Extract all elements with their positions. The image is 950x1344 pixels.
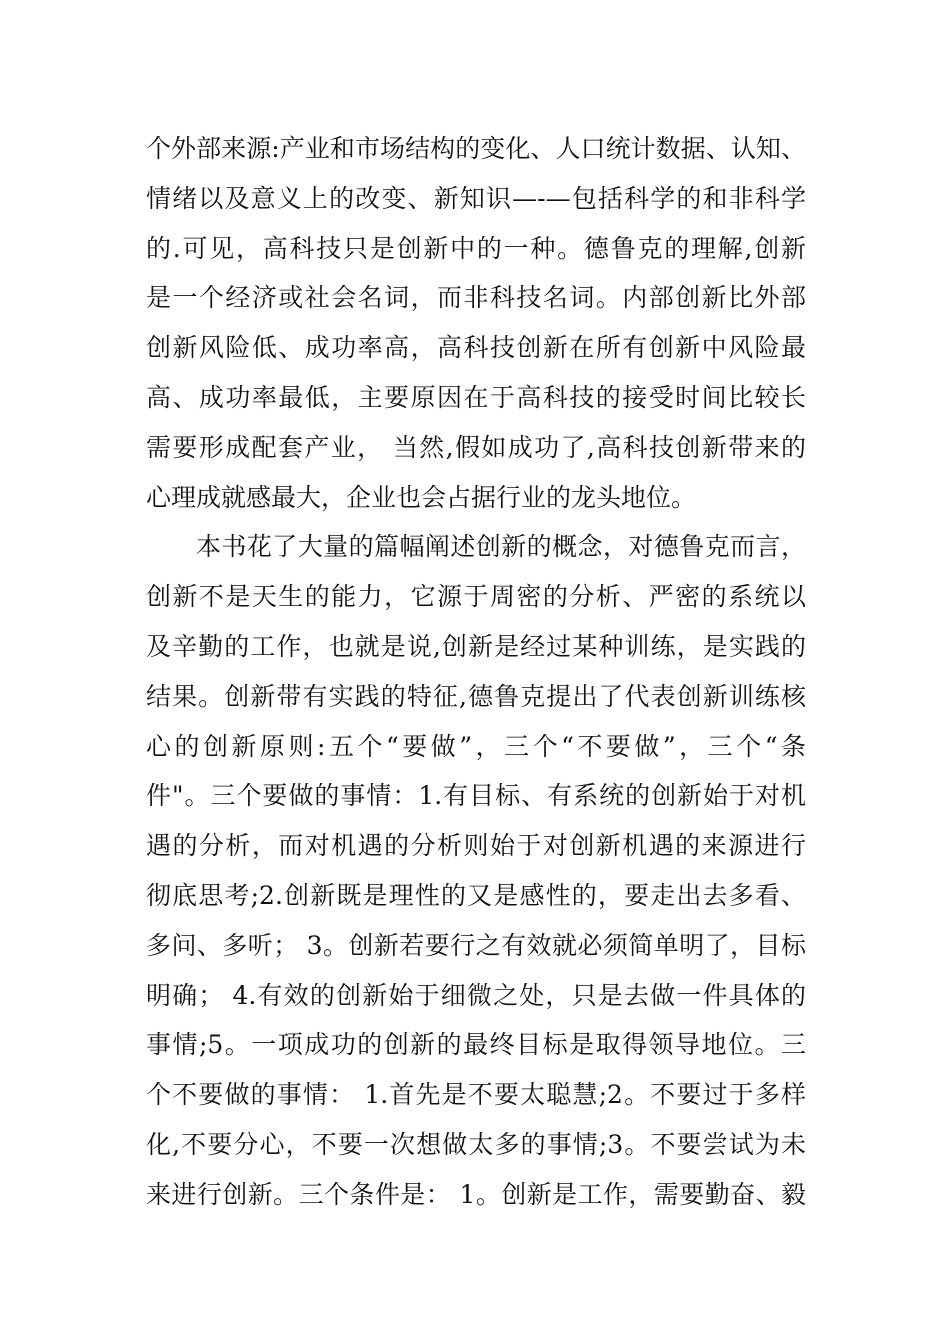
text-line: 明确； 4.有效的创新始于细微之处，只是去做一件具体的 (146, 980, 806, 1010)
text-line: 结果。创新带有实践的特征,德鲁克提出了代表创新训练核 (146, 681, 806, 711)
text-line: 件"。三个要做的事情：1.有目标、有系统的创新始于对机 (146, 781, 806, 811)
text-line: 及辛勤的工作，也就是说,创新是经过某种训练，是实践的 (146, 631, 806, 661)
text-line: 心的创新原则:五个“要做”，三个“不要做”，三个“条 (146, 731, 806, 761)
body-text (146, 124, 806, 1220)
text-line: 创新不是天生的能力，它源于周密的分析、严密的系统以 (146, 582, 806, 612)
text-line: 情绪以及意义上的改变、新知识—-—包括科学的和非科学 (146, 183, 806, 213)
text-line: 需要形成配套产业， 当然,假如成功了,高科技创新带来的 (146, 432, 806, 462)
text-line: 多问、多听； 3。创新若要行之有效就必须简单明了，目标 (146, 930, 806, 960)
text-line: 化,不要分心，不要一次想做太多的事情;3。不要尝试为未 (146, 1129, 806, 1159)
text-line: 创新风险低、成功率高，高科技创新在所有创新中风险最 (146, 333, 806, 363)
text-line: 的.可见，高科技只是创新中的一种。德鲁克的理解,创新 (146, 233, 806, 263)
text-line: 本书花了大量的篇幅阐述创新的概念，对德鲁克而言， (196, 532, 806, 562)
text-line: 高、成功率最低，主要原因在于高科技的接受时间比较长 (146, 382, 806, 412)
text-line: 个不要做的事情： 1.首先是不要太聪慧;2。不要过于多样 (146, 1080, 806, 1110)
text-line: 遇的分析，而对机遇的分析则始于对创新机遇的来源进行 (146, 831, 806, 861)
text-line: 心理成就感最大，企业也会占据行业的龙头地位。 (146, 482, 697, 512)
text-line: 彻底思考;2.创新既是理性的又是感性的，要走出去多看、 (146, 880, 806, 910)
text-line: 是一个经济或社会名词，而非科技名词。内部创新比外部 (146, 283, 806, 313)
text-line: 来进行创新。三个条件是： 1。创新是工作，需要勤奋、毅 (146, 1179, 806, 1209)
text-line: 个外部来源:产业和市场结构的变化、人口统计数据、认知、 (146, 134, 806, 163)
text-line: 事情;5。一项成功的创新的最终目标是取得领导地位。三 (146, 1030, 806, 1060)
